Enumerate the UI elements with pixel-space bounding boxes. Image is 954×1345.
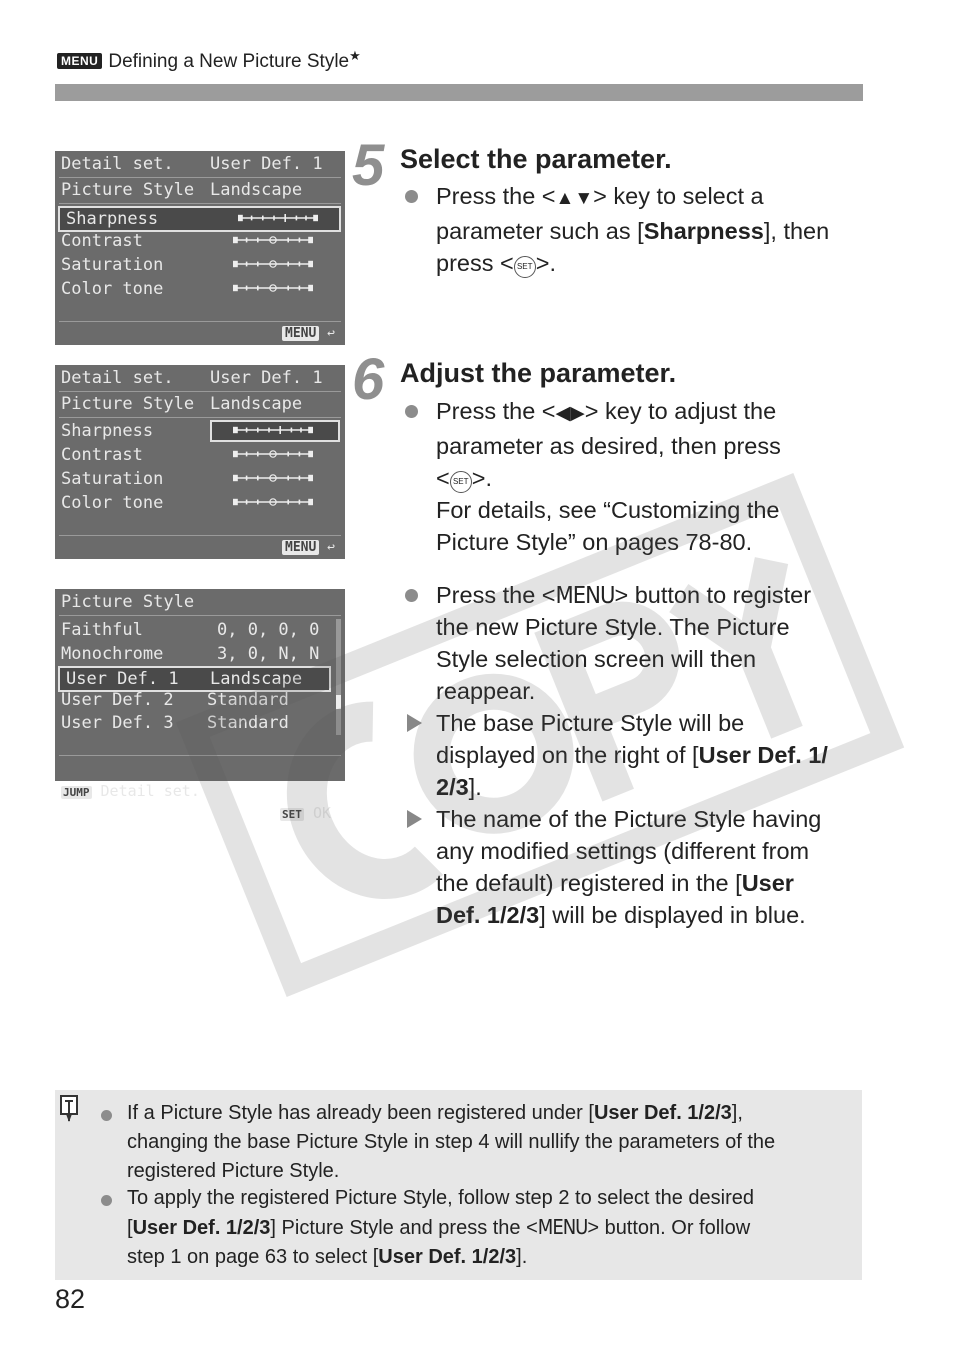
slider-icon	[223, 426, 323, 434]
slider-icon	[223, 236, 323, 244]
bullet-icon	[101, 1195, 112, 1206]
left-right-keys-icon: ◀▶	[555, 403, 585, 424]
lcd-row-label: Detail set.	[61, 154, 174, 174]
arrow-bullet-icon	[407, 810, 422, 828]
slider-icon	[223, 284, 323, 292]
lcd-detail-set-2	[55, 365, 345, 559]
lcd-style-name-selected: User Def. 1	[66, 669, 179, 689]
bullet-icon	[101, 1110, 112, 1121]
arrow-bullet-icon	[407, 714, 422, 732]
step-number-5: 5	[352, 133, 385, 198]
step-6-text: Press the <◀▶> key to adjust the parameter as desired, then press < SET >. For details, see “Customizing the Picture Style” on pages 78-80.	[436, 398, 781, 555]
lcd-row-value: User Def. 1	[210, 154, 323, 174]
note-pencil-icon	[59, 1095, 79, 1123]
slider-icon	[223, 450, 323, 458]
menu-button-icon: MENU	[537, 1215, 588, 1239]
lcd-style-params: 0, 0, 0, 0	[217, 620, 320, 640]
jump-badge: JUMP	[63, 786, 90, 799]
step-6-title: Adjust the parameter.	[400, 358, 677, 388]
menu-button-text: Press the <MENU> button to register the new Picture Style. The Picture Style selection screen will then reappear.	[436, 581, 812, 704]
lcd-style-name: User Def. 2	[61, 690, 174, 710]
arrow-2-text: The name of the Picture Style having any modified settings (different from the default) registered in the [User Def. 1/2/3] will be displayed in blue.	[436, 806, 822, 928]
set-badge: SET	[282, 808, 302, 821]
lcd-style-params: 3, 0, N, N	[217, 644, 320, 664]
set-button-icon: SET	[450, 471, 472, 493]
lcd-style-name: Monochrome	[61, 644, 164, 664]
lcd-param-contrast: Contrast	[61, 231, 143, 251]
lcd-title: Picture Style	[61, 592, 195, 612]
lcd-footer: MENU ↩	[282, 540, 335, 555]
set-button-icon: SET	[514, 256, 536, 278]
lcd-style-params: Landscape	[210, 669, 303, 689]
bullet-icon	[405, 405, 418, 418]
lcd-style-params: Standard	[207, 690, 289, 710]
lcd-row-label: Picture Style	[61, 394, 195, 414]
running-header	[57, 48, 361, 73]
lcd-param-saturation: Saturation	[61, 255, 164, 275]
star-icon: ★	[349, 48, 361, 63]
slider-icon	[223, 260, 323, 268]
lcd-param-color-tone: Color tone	[61, 279, 164, 299]
note-box	[55, 1090, 862, 1280]
lcd-picture-style-list	[55, 589, 345, 822]
page-number: 82	[55, 1284, 86, 1314]
lcd-style-name: Faithful	[61, 620, 143, 640]
step-5-text: Press the <▲▼> key to select a parameter such as [Sharpness], then press < SET >.	[436, 183, 830, 276]
lcd-footer-right: OK	[312, 804, 331, 822]
lcd-detail-set-1	[55, 151, 345, 345]
slider-icon	[228, 214, 328, 222]
bullet-icon	[405, 589, 418, 602]
lcd-param-sharpness: Sharpness	[66, 209, 159, 229]
lcd-row-value: Landscape	[210, 180, 303, 200]
lcd-param-color-tone: Color tone	[61, 493, 164, 513]
note-bullet-2: To apply the registered Picture Style, follow step 2 to select the desired [User Def. 1/2/3] Picture Style and press the <MENU> button. Or follow step 1 on page 63 to select [User Def. 1/2/3].	[127, 1187, 755, 1268]
lcd-param-sharpness: Sharpness	[61, 421, 154, 441]
lcd-row-label: Picture Style	[61, 180, 195, 200]
lcd-param-saturation: Saturation	[61, 469, 164, 489]
lcd-footer-left: Detail set.	[100, 782, 200, 800]
lcd-row-value: Landscape	[210, 394, 303, 414]
lcd-style-params: Standard	[207, 713, 289, 733]
menu-return-icon: MENU	[282, 326, 319, 341]
lcd-scrollbar	[336, 619, 341, 735]
arrow-1-text: The base Picture Style will be displayed on the right of [User Def. 1/ 2/3].	[436, 710, 828, 800]
up-down-keys-icon: ▲▼	[555, 188, 594, 209]
step-5-title: Select the parameter.	[400, 144, 672, 174]
slider-icon	[223, 474, 323, 482]
note-bullet-1: If a Picture Style has already been registered under [User Def. 1/2/3], changing the base Picture Style in step 4 will nullify the parameters of the registered Picture Style.	[127, 1102, 776, 1182]
menu-button-icon: MENU	[555, 581, 615, 609]
lcd-footer: MENU ↩	[282, 326, 335, 341]
lcd-style-name: User Def. 3	[61, 713, 174, 733]
menu-return-icon: MENU	[282, 540, 319, 555]
header-bar	[55, 84, 863, 101]
lcd-row-label: Detail set.	[61, 368, 174, 388]
lcd-row-value: User Def. 1	[210, 368, 323, 388]
lcd-param-contrast: Contrast	[61, 445, 143, 465]
header-title: Defining a New Picture Style	[108, 51, 350, 72]
menu-badge: MENU	[57, 53, 102, 69]
bullet-icon	[405, 190, 418, 203]
step-number-6: 6	[352, 347, 385, 412]
slider-icon	[223, 498, 323, 506]
